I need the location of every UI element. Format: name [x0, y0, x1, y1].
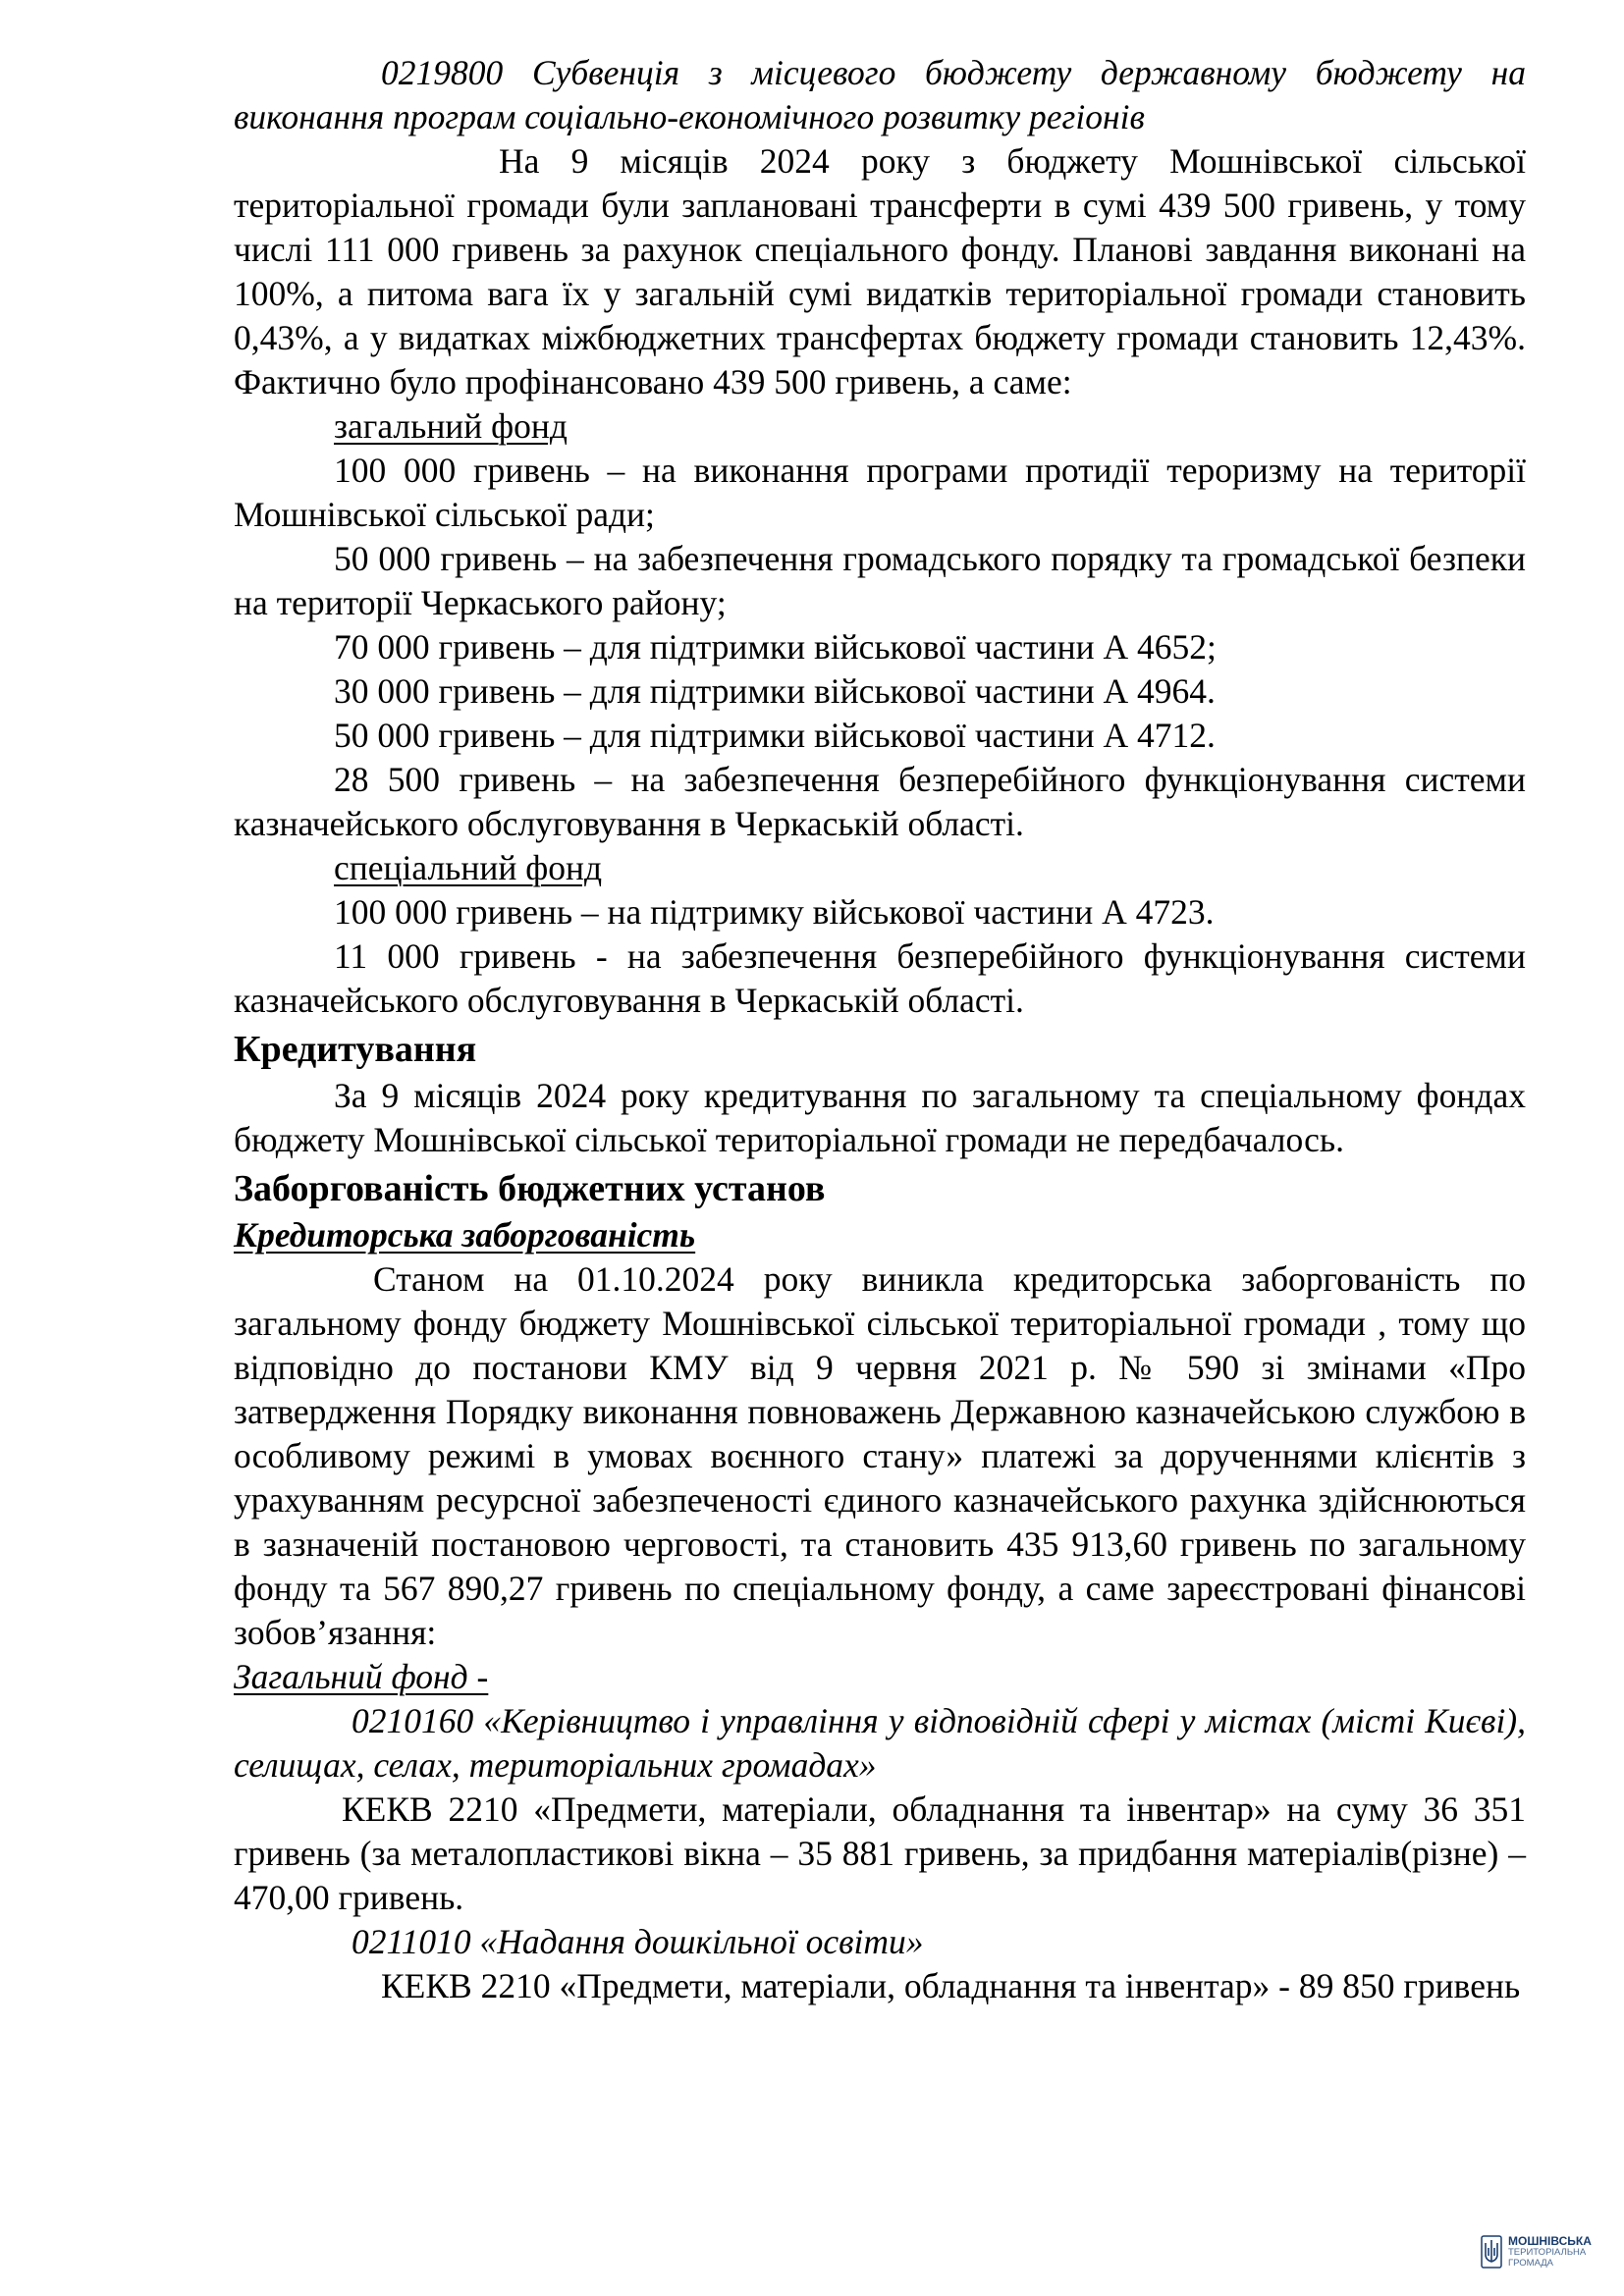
sf-item: 100 000 гривень – на підтримку військової частини А 4723.: [334, 892, 1215, 932]
gf-item: 70 000 гривень – для підтримки військової частини А 4652;: [334, 627, 1217, 667]
heading-crediting: Кредитування: [234, 1029, 477, 1070]
subheading-creditor: [234, 1213, 1526, 1257]
logo-line-1: МОШНІВСЬКА: [1508, 2233, 1592, 2248]
gf-item: 50 000 гривень – для підтримки військової частини А 4712.: [334, 716, 1216, 755]
general-fund-label-text: загальний фонд: [334, 406, 568, 446]
paragraph-creditor: Станом на 01.10.2024 року виникла кредиторська заборгованість по загальному фонду бюджету Мошнівської сільської територіальної громади , тому що відповідно до постанови КМУ від 9 червня 2021 р. № 590 зі змінами «Про затвердження Порядку виконання повноважень Державною казначейською службою в особливому режимі в умовах воєнного стану» платежі за дорученнями клієнтів з урахуванням ресурсної забезпеченості єдиного казначейського рахунка здійснюються в зазначеній постановою черговості, та становить 435 913,60 гривень по загальному фонду та 567 890,27 гривень по спеціальному фонду, а саме зареєстровані фінансові зобов’язання:: [234, 1259, 1526, 1652]
logo-text: [1508, 2233, 1592, 2269]
gf-item: 50 000 гривень – на забезпечення громадського порядку та громадської безпеки на території Черкаського району;: [234, 539, 1526, 622]
general-fund-label-2: [234, 1655, 1526, 1699]
sf-item: 11 000 гривень - на забезпечення безперебійного функціонування системи казначейського обслуговування в Черкаській області.: [234, 936, 1526, 1020]
heading-debt: Заборгованість бюджетних установ: [234, 1168, 826, 1209]
trident-icon: [1481, 2235, 1502, 2269]
program-title-0211010: 0211010 «Надання дошкільної освіти»: [352, 1922, 924, 1961]
gf-item: 30 000 гривень – для підтримки військової частини А 4964.: [334, 671, 1216, 711]
gf-item: 100 000 гривень – на виконання програми протидії тероризму на території Мошнівської сільської ради;: [234, 451, 1526, 534]
paragraph-0210160: КЕКВ 2210 «Предмети, матеріали, обладнання та інвентар» на суму 36 351 гривень (за металопластикові вікна – 35 881 гривень, за придбання матеріалів(різне) – 470,00 гривень.: [234, 1789, 1526, 1917]
logo-line-3: ГРОМАДА: [1508, 2257, 1553, 2269]
paragraph-crediting: За 9 місяців 2024 року кредитування по загальному та спеціальному фондах бюджету Мошнівської сільської територіальної громади не передбачалось.: [234, 1076, 1526, 1159]
program-title-0219800: 0219800 Субвенція з місцевого бюджету державному бюджету на виконання програм соціально-економічного розвитку регіонів: [234, 53, 1526, 136]
special-fund-label-text: спеціальний фонд: [334, 848, 603, 887]
program-title-0210160: 0210160 «Керівництво і управління у відповідній сфері у містах (місті Києві), селищах, селах, територіальних громадах»: [234, 1701, 1526, 1785]
general-fund-label: [234, 404, 1526, 449]
paragraph-transfers: На 9 місяців 2024 року з бюджету Мошнівської сільської територіальної громади були заплановані трансферти в сумі 439 500 гривень, у тому числі 111 000 гривень за рахунок спеціального фонду. Планові завдання виконані на 100%, а питома вага їх у загальній сумі видатків територіальної громади становить 0,43%, а у видатках міжбюджетних трансфертах бюджету громади становить 12,43%. Фактично було профінансовано 439 500 гривень, а саме:: [234, 141, 1526, 401]
community-logo: [1481, 2226, 1618, 2277]
gf-item: 28 500 гривень – на забезпечення безперебійного функціонування системи казначейського обслуговування в Черкаській області.: [234, 760, 1526, 843]
general-fund-label-2-text: Загальний фонд -: [234, 1657, 489, 1696]
special-fund-label: [234, 846, 1526, 890]
paragraph-0211010: КЕКВ 2210 «Предмети, матеріали, обладнання та інвентар» - 89 850 гривень: [381, 1966, 1521, 2005]
logo-line-2: ТЕРИТОРІАЛЬНА: [1508, 2246, 1587, 2258]
document-page: [234, 51, 1526, 2008]
subheading-creditor-text: Кредиторська заборгованість: [234, 1215, 696, 1255]
